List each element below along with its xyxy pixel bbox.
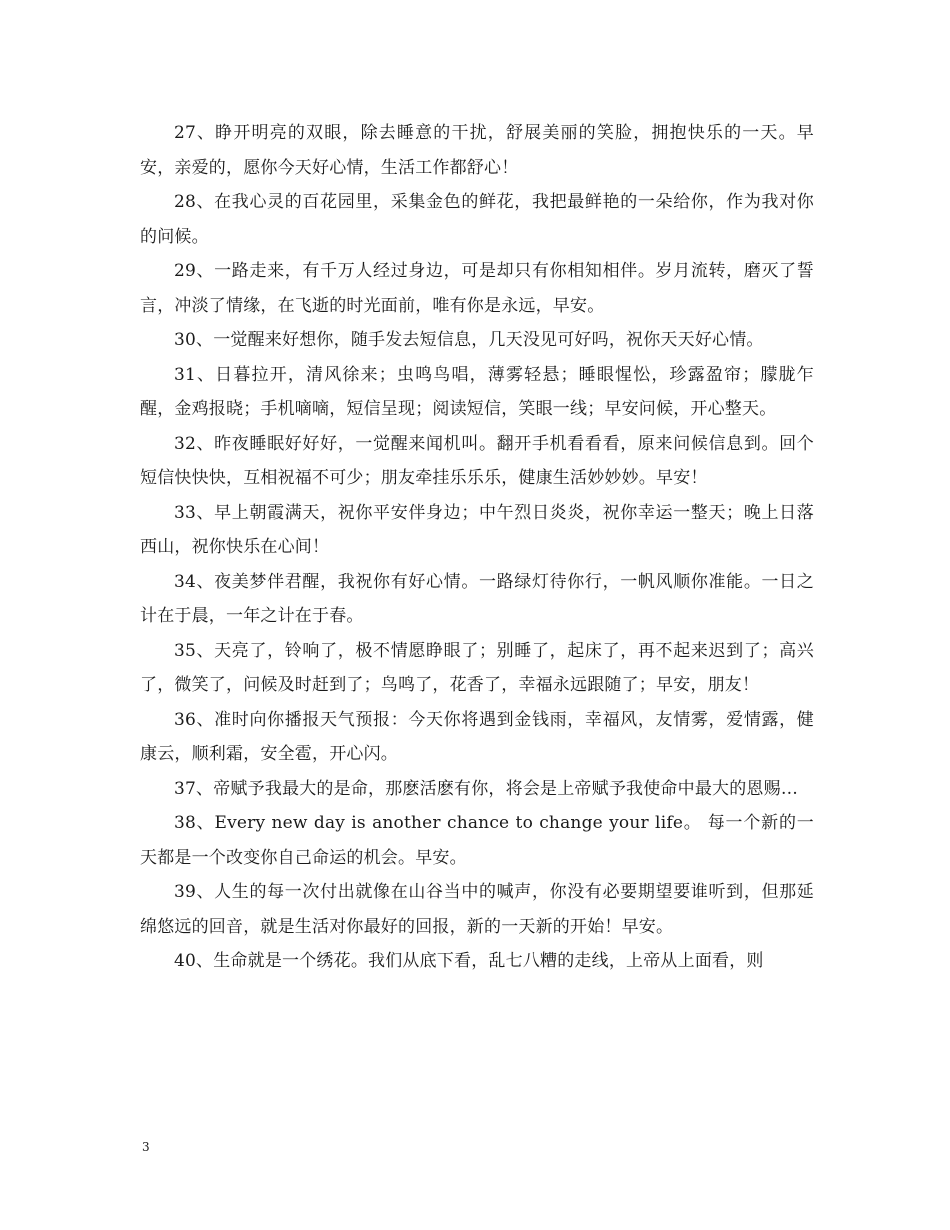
paragraph-39: 39、人生的每一次付出就像在山谷当中的喊声，你没有必要期望要谁听到，但那延绵悠远的回音，就是生活对你最好的回报，新的一天新的开始！早安。	[140, 882, 814, 937]
paragraph-34: 34、夜美梦伴君醒，我祝你有好心情。一路绿灯待你行，一帆风顺你准能。一日之计在于晨，一年之计在于春。	[140, 571, 814, 626]
document-body	[140, 116, 814, 979]
paragraph-36: 36、准时向你播报天气预报：今天你将遇到金钱雨，幸福风，友情雾，爱情露，健康云，顺利霜，安全雹，开心闪。	[140, 709, 814, 764]
paragraph-40: 40、生命就是一个绣花。我们从底下看，乱七八糟的走线，上帝从上面看，则	[174, 951, 764, 971]
paragraph-38: 38、Every new day is another chance to change your life。 每一个新的一天都是一个改变你自己命运的机会。早安。	[140, 813, 814, 868]
paragraph-31: 31、日暮拉开，清风徐来；虫鸣鸟唱，薄雾轻悬；睡眼惺忪，珍露盈帘；朦胧乍醒，金鸡报晓；手机嘀嘀，短信呈现；阅读短信，笑眼一线；早安问候，开心整天。	[140, 364, 814, 419]
paragraph-37: 37、帝赋予我最大的是命，那麽活麽有你，将会是上帝赋予我使命中最大的恩赐…	[174, 778, 799, 799]
paragraph-28: 28、在我心灵的百花园里，采集金色的鲜花，我把最鲜艳的一朵给你，作为我对你的问候。	[140, 192, 814, 247]
paragraph-27: 27、睁开明亮的双眼，除去睡意的干扰，舒展美丽的笑脸，拥抱快乐的一天。早安，亲爱的，愿你今天好心情，生活工作都舒心！	[140, 123, 814, 178]
paragraph-35: 35、天亮了，铃响了，极不情愿睁眼了；别睡了，起床了，再不起来迟到了；高兴了，微笑了，问候及时赶到了；鸟鸣了，花香了，幸福永远跟随了；早安，朋友！	[140, 640, 814, 695]
page-number: 3	[142, 1140, 150, 1154]
paragraph-29: 29、一路走来，有千万人经过身边，可是却只有你相知相伴。岁月流转，磨灭了誓言，冲淡了情缘，在飞逝的时光面前，唯有你是永远，早安。	[140, 261, 814, 316]
paragraph-32: 32、昨夜睡眠好好好，一觉醒来闻机叫。翻开手机看看看，原来问候信息到。回个短信快快快，互相祝福不可少；朋友牵挂乐乐乐，健康生活妙妙妙。早安！	[140, 433, 814, 488]
paragraph-33: 33、早上朝霞满天，祝你平安伴身边；中午烈日炎炎，祝你幸运一整天；晚上日落西山，祝你快乐在心间！	[140, 502, 814, 557]
paragraph-30: 30、一觉醒来好想你，随手发去短信息，几天没见可好吗，祝你天天好心情。	[174, 330, 764, 350]
